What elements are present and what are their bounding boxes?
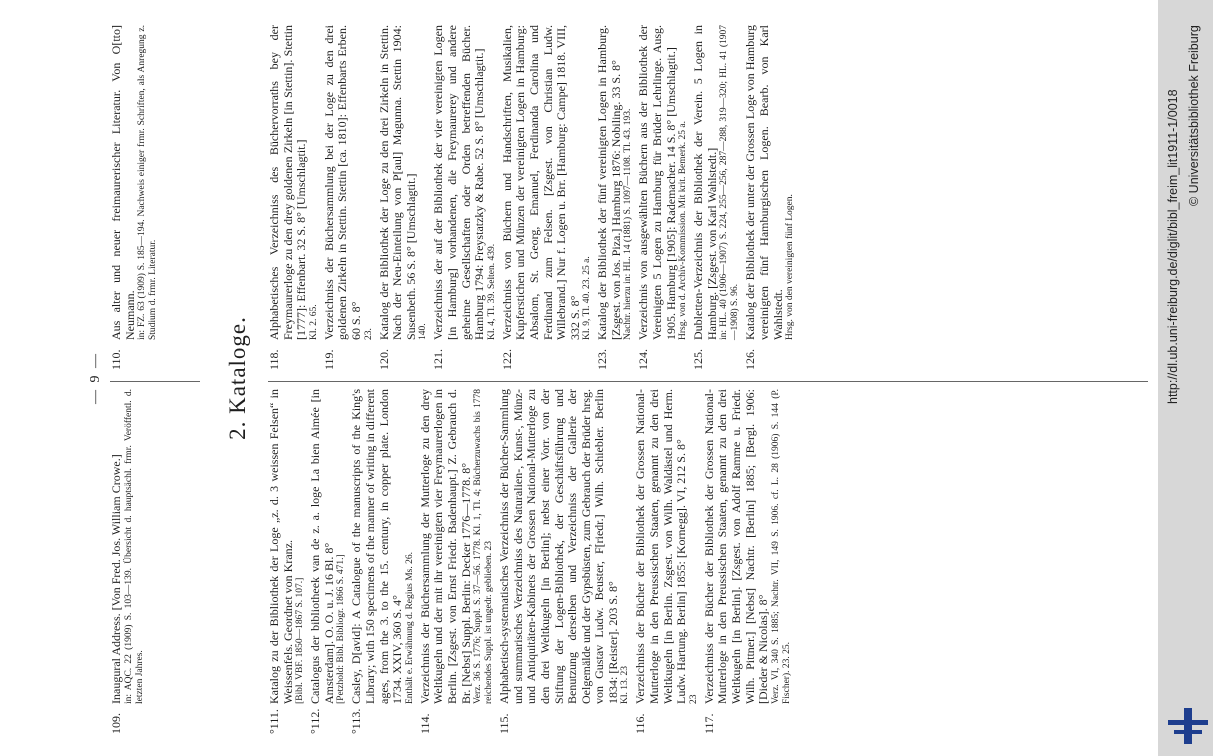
entry-note: in: HL. 40 (1906—1907) S. 224, 255—256, 287—288, 319—320; HL. 41 (1907—1908) S. 96.: [719, 25, 741, 340]
entry-109: [110, 389, 146, 734]
entry-number: 119.: [321, 349, 336, 370]
entry-note: Nachtr. hierzu in: HL. 14 (1881) S. 1097—1108. Tl. 43. 193.: [623, 108, 634, 340]
entry-118: [268, 25, 320, 370]
right-top-column: [110, 25, 162, 370]
section-heading: 2. Kataloge.: [225, 316, 250, 440]
entry-text: Verzeichniss von Büchern und Handschriften, Musikalien, Kupferstichen und Münzen der vereinigten Logen in Hamburg: Absalom, St. Georg, Emanuel, Ferdinanda Carolina und Ferdinand zum Felsen. [Zsgest. von Christian Ludw. Willebrand.] Nur f. Logen u. Brr. [Hamburg: Campe] 1818. VIII, 332 S. 8°: [499, 25, 582, 340]
entry-text: Verzeichniss der Bücher der Bibliothek der Grossen National-Mutterloge in den Preussischen Staaten, genannt zu den drei Weltkugeln [in Berlin. Zsgest. von Wilh. Waldästel und Herm. Ludw. Hartung. Berlin] 1855: [Kornegg]. VI, 212 S. 8°: [633, 389, 689, 704]
entry-note: 140.: [418, 323, 429, 340]
entry-number: 122.: [499, 349, 514, 370]
entry-note: [Bibl. VBF. 1850—1867 S. 107.]: [295, 577, 306, 704]
entry-number: 118.: [267, 349, 281, 370]
entry-number: °112.: [308, 708, 323, 734]
entry-text: Aus alter und neuer freimaurerischer Literatur. Von O[tto] Neumann.: [109, 25, 137, 340]
entry-text: Katalog der Bibliothek der Loge zu den drei Zirkeln in Stettin. Nach der Neu-Einteilung von P[aul] Magunna. Stettin 1904: Susenbeth. 56 S. 8° [Umschlagtit.]: [376, 25, 418, 340]
entry-note: 23.: [363, 328, 374, 340]
entry-119: [323, 25, 375, 370]
entry-text: Verzeichniss der auf der Bibliothek der vier vereinigten Logen [in Hamburg] vorhandenen, die Freymaurerey und andere geheime Gesellschaften oder Orden betreffenden Bücher. Hamburg 1794: Freystatzky & Rabe. 52 S. 8° [Umschlagtit.]: [431, 25, 487, 340]
entry-number: °113.: [349, 708, 364, 734]
entry-note: Kl. 13. 23: [620, 666, 631, 704]
entry-number: 115.: [497, 713, 512, 734]
entry-text: Katalog der Bibliothek der unter der Grossen Loge von Hamburg vereinigten fünf Hamburgischen Logen. Bearb. von Karl Wahlstedt.: [743, 25, 785, 340]
entry-text: Verzeichniss der Bücher der Bibliothek der Grossen National-Mutterloge in den Preussischen Staaten, genannt zu den drei Weltkugeln [in Berlin]. [Zsgest. von Adolf Ramme u. Friedr. Wilh. Pittner.] [Nebst] Nachtr. [Berlin] 1885; [Bergl. 1906: [Dieder & Nicolas]. 8°: [701, 389, 771, 704]
entry-number: 123.: [595, 349, 610, 370]
entry-number: 110.: [109, 349, 123, 370]
right-column: [268, 25, 799, 370]
copyright-notice: © Universitätsbibliothek Freiburg: [1187, 25, 1201, 206]
entry-number: 114.: [417, 713, 432, 734]
entry-text: Catalogus der bibliotheek van de z. a. loge La bien Aimée [in Amsterdam]. O. O. u. J. 16 Bl. 8°: [308, 389, 336, 704]
entry-note: [Petzhold: Bibl. Bibliogr. 1866 S. 471.]: [336, 554, 347, 704]
entry-121: [432, 25, 497, 370]
column-divider: [268, 381, 1148, 382]
entry-number: 109.: [109, 713, 123, 734]
entry-note: Kl. 2. 65.: [308, 304, 319, 340]
entry-number: 120.: [376, 349, 391, 370]
entry-note: Hrsg. von den vereinigten fünf Logen.: [785, 194, 796, 340]
entry-text: Dubletten-Verzeichnis der Bibliothek der Verein. 5 Logen in Hamburg. [Zsgest. von Karl Wahlstedt.]: [691, 25, 719, 340]
entry-120: [378, 25, 430, 370]
entry-note: Kl. 4, Tl. 39. Selten. 439.: [486, 243, 497, 340]
entry-text: Verzeichniss der Büchersammlung der Mutterloge zu den drey Weltkugeln und der mit ihr vereinigten vier Freymaurerlogen in Berlin. [Zsgest. von Ernst Friedr. Badenhaupt.] Z. Gebrauch d. Br. [Nebst] Suppl. Berlin: Decker 1776—1778. 8°: [417, 389, 473, 704]
entry-117: [703, 389, 793, 734]
entry-text: Casley, D[avid]: A Catalogue of the manuscripts of the King's Library; with 150 specimens of the manner of writing in different ages, from the 3. to the 15. century, in copper plate. London 1734. XXIV, 360 S. 4°: [349, 389, 405, 704]
left-top-column: [110, 389, 149, 734]
entry-text: Verzeichnis von ausgewählten Büchern aus der Bibliothek der Vereinigten 5 Logen zu Hamburg für Brüder Lehrlinge. Ausg. 1905. Hamburg [1905]: Rademacher. 14 S. 8° [Umschlagtit.]: [636, 25, 678, 340]
entry-number: 125.: [691, 349, 706, 370]
source-url-link[interactable]: http://dl.ub.uni-freiburg.de/diglit/bibl_freim_lit1911-1/0018: [1166, 89, 1180, 404]
entry-number: 117.: [701, 713, 716, 734]
entry-text: Inaugural Address. [Von Fred. Jos. William Crowe.]: [109, 454, 123, 704]
entry-text: Alphabetisches Verzeichniss des Büchervorraths bey der Freymaurerloge zu den drey goldenen Zirkeln [in Stettin]. Stettin [1777]: Effenbart. 32 S. 8° [Umschlagtit.]: [267, 25, 309, 340]
entry-116: [634, 389, 699, 734]
entry-115: [498, 389, 631, 734]
entry-123: [596, 25, 634, 370]
entry-note: in: AQC. 22 (1909) S. 103—139. Übersicht d. hauptsächl. frmr. Veröffentl. d. letzten Jahres.: [123, 389, 145, 704]
entry-110: [110, 25, 159, 370]
entry-113: [350, 389, 415, 734]
entry-note: Kl. 9, Tl. 40. 23. 25 a.: [582, 256, 593, 340]
entry-note: in: FZ. 63 (1909) S. 185—194. Nachweis einiger frmr. Schriften, als Anregung z. Studium d. frmr. Literatur.: [137, 25, 159, 340]
page-number: — 9 —: [88, 352, 103, 404]
entry-text: Katalog zu der Bibliothek der Loge „z. d. 3 weissen Felsen“ in Weissenfels. Geordnet von Kranz.: [267, 389, 295, 704]
left-column: [268, 389, 796, 734]
entry-text: Verzeichniss der Büchersammlung bei der Loge zu den drei goldenen Zirkeln in Stettin. Stettin [ca. 1810]: Effenbarts Erben. 60 S. 8°: [321, 25, 363, 340]
entry-122: [501, 25, 594, 370]
entry-number: °111.: [267, 709, 281, 734]
entry-note: Hrsg. von d. Archiv-Kommission. Mit krit. Bemerk. 25 a.: [678, 120, 689, 340]
column-divider-top: [110, 381, 200, 382]
entry-114: [419, 389, 495, 734]
entry-note: 23: [688, 694, 699, 704]
entry-125: [692, 25, 741, 370]
entry-number: 124.: [636, 349, 651, 370]
entry-text: Alphabetisch-systematisches Verzeichniss der Bücher-Sammlung und summarisches Verzeichniss des Naturalien-, Kunst-, Münz- und Antiquitäten-Kabinets der Grossen National-Mutterloge zu den drei Weltkugeln [in Berlin]; nebst einer Vorr. von der Stiftung der Logen-Bibliothek, der Geschäftsführung und Benutzung derselben und Verzeichniss der Gallerie der Oelgemälde und der Gypsbüsten, zum Gebrauch der Brüder hrsg. von Gustav Ludw. Beuster, F[riedr.] Wilh. Schiebler. Berlin 1834: [Reister]. 203 S. 8°: [497, 389, 620, 704]
library-logo-icon: [1168, 708, 1208, 744]
entry-126: [744, 25, 796, 370]
entry-note: Verz. 36 S. 1776; Suppl. S. 37—56. 1778. Kl. 1, Tl. 4; Bücherzuwachs bis 1778 reichendes Suppl. ist ungedr. geblieben. 23: [473, 389, 495, 704]
entry-124: [637, 25, 689, 370]
entry-note: Enthält e. Erwähnung d. Regius Ms. 26.: [404, 552, 415, 704]
entry-number: 126.: [743, 349, 758, 370]
entry-note: Verz. VI, 340 S. 1885; Nachtr. VII, 149 S. 1906. cf. L. 28 (1906) S. 144 (P. Fischer). 23. 25.: [770, 389, 792, 704]
entry-text: Katalog der Bibliothek der fünf vereinigten Logen in Hamburg. [Zsgest. von Jos. Piza.] Hamburg 1876: Nobiling. 33 S. 8°: [595, 25, 623, 340]
entry-number: 121.: [431, 349, 446, 370]
entry-112: [309, 389, 347, 734]
entry-number: 116.: [633, 713, 648, 734]
entry-111: [268, 389, 306, 734]
